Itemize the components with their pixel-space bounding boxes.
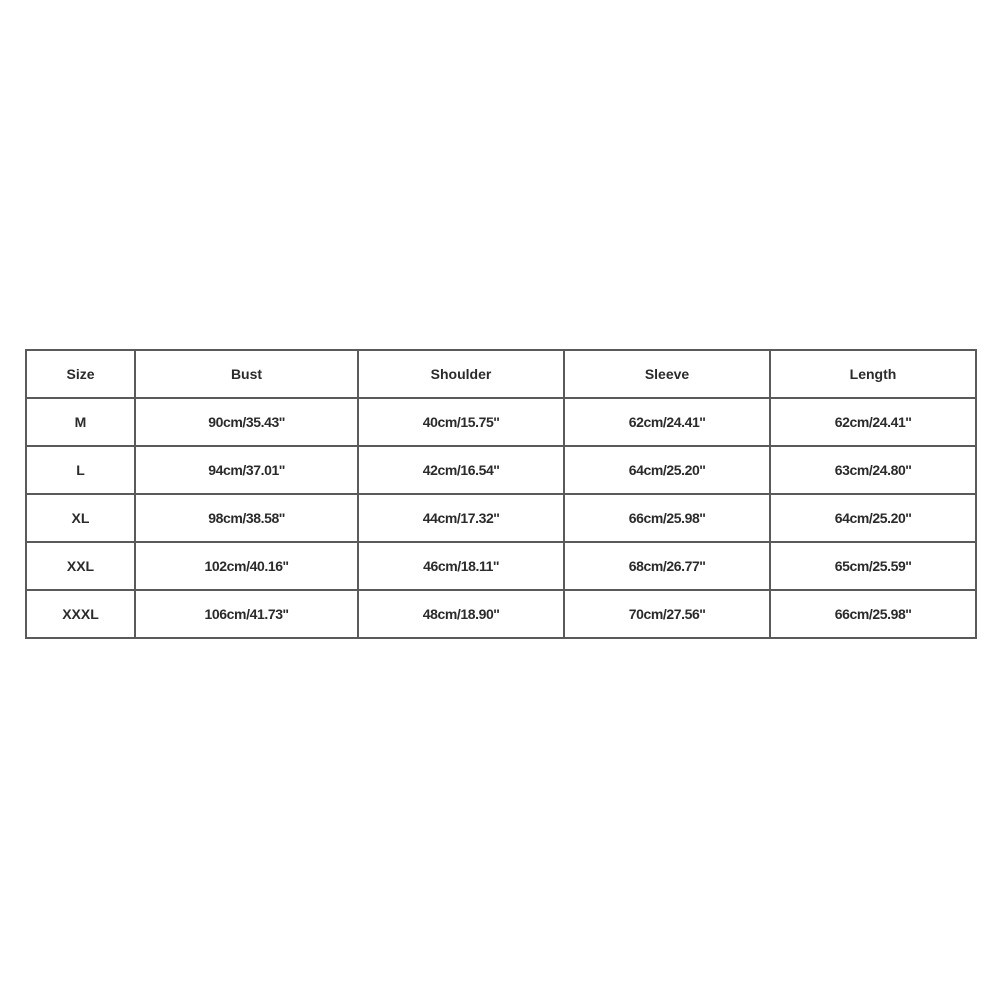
size-cell: XXXL [26,590,135,638]
size-cell: M [26,398,135,446]
size-cell: L [26,446,135,494]
header-row [26,350,976,398]
sleeve-cell: 68cm/26.77'' [564,542,770,590]
size-cell: XXL [26,542,135,590]
table-row [26,398,976,446]
header-bust: Bust [135,350,358,398]
bust-cell: 102cm/40.16'' [135,542,358,590]
bust-cell: 94cm/37.01'' [135,446,358,494]
length-cell: 64cm/25.20'' [770,494,976,542]
sleeve-cell: 66cm/25.98'' [564,494,770,542]
size-chart-table [25,349,977,639]
table-row [26,542,976,590]
size-chart-body [26,398,976,638]
header-shoulder: Shoulder [358,350,564,398]
shoulder-cell: 44cm/17.32'' [358,494,564,542]
header-sleeve: Sleeve [564,350,770,398]
shoulder-cell: 48cm/18.90'' [358,590,564,638]
length-cell: 65cm/25.59'' [770,542,976,590]
table-row [26,446,976,494]
table-row [26,494,976,542]
length-cell: 63cm/24.80'' [770,446,976,494]
bust-cell: 98cm/38.58'' [135,494,358,542]
size-cell: XL [26,494,135,542]
table-row [26,590,976,638]
shoulder-cell: 40cm/15.75'' [358,398,564,446]
size-chart-header [26,350,976,398]
header-size: Size [26,350,135,398]
bust-cell: 90cm/35.43'' [135,398,358,446]
header-length: Length [770,350,976,398]
bust-cell: 106cm/41.73'' [135,590,358,638]
length-cell: 62cm/24.41'' [770,398,976,446]
length-cell: 66cm/25.98'' [770,590,976,638]
sleeve-cell: 62cm/24.41'' [564,398,770,446]
sleeve-cell: 64cm/25.20'' [564,446,770,494]
shoulder-cell: 42cm/16.54'' [358,446,564,494]
sleeve-cell: 70cm/27.56'' [564,590,770,638]
shoulder-cell: 46cm/18.11'' [358,542,564,590]
